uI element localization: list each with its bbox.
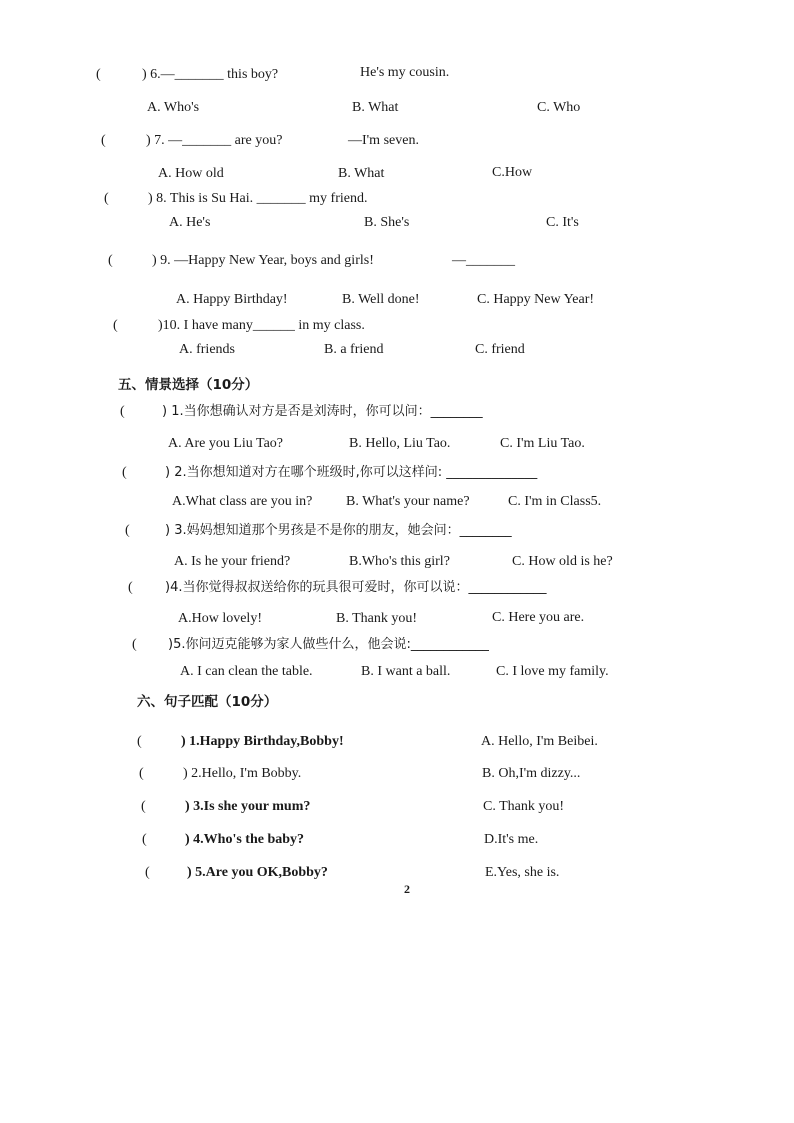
option-a: A. friends: [179, 342, 235, 357]
option-b: B. What's your name?: [346, 494, 470, 509]
option-a: A. Who's: [147, 100, 200, 115]
option-c: C. I'm Liu Tao.: [500, 436, 585, 451]
option-c: C. Who: [537, 100, 581, 115]
option-b: B. What: [352, 100, 399, 115]
question-stem: ) 8. This is Su Hai. _______ my friend.: [148, 191, 368, 206]
option-c: C. Happy New Year!: [477, 292, 595, 307]
question-stem: ) 3.妈妈想知道那个男孩是不是你的朋友，她会问：________: [165, 523, 512, 538]
match-right-item: D.It's me.: [484, 832, 539, 847]
option-c: C. Here you are.: [492, 610, 585, 625]
match-right-item: E.Yes, she is.: [485, 865, 560, 880]
answer-paren: (: [142, 832, 147, 847]
question-stem: ) 6.—_______ this boy?: [142, 67, 279, 82]
option-a: A. Is he your friend?: [174, 554, 291, 569]
answer-paren: (: [132, 637, 137, 652]
option-a: A. Are you Liu Tao?: [168, 436, 284, 451]
option-a: A.What class are you in?: [172, 494, 313, 509]
answer-paren: (: [139, 766, 144, 781]
option-b: B. Well done!: [342, 292, 420, 307]
option-b: B. Hello, Liu Tao.: [349, 436, 451, 451]
question-reply: —I'm seven.: [348, 133, 419, 148]
option-a: A. Happy Birthday!: [176, 292, 288, 307]
option-a: A.How lovely!: [178, 611, 262, 626]
answer-paren: (: [128, 580, 133, 595]
option-c: C. I'm in Class5.: [508, 494, 602, 509]
match-right-item: B. Oh,I'm dizzy...: [482, 766, 581, 781]
answer-paren: (: [96, 67, 101, 82]
question-reply: —_______: [452, 253, 515, 268]
question-stem: )5.你问迈克能够为家人做些什么，他会说:____________: [168, 637, 489, 652]
match-left-item: ) 3.Is she your mum?: [185, 799, 311, 814]
match-left-item: ) 5.Are you OK,Bobby?: [187, 865, 328, 880]
option-a: A. I can clean the table.: [180, 664, 313, 679]
option-b: B. What: [338, 166, 385, 181]
question-reply: He's my cousin.: [360, 65, 450, 80]
option-b: B. Thank you!: [336, 611, 418, 626]
match-right-item: A. Hello, I'm Beibei.: [481, 734, 598, 749]
question-stem: )10. I have many______ in my class.: [158, 318, 365, 333]
section-title-part5: 五、情景选择（10分）: [118, 377, 259, 393]
answer-paren: (: [101, 133, 106, 148]
answer-paren: (: [125, 523, 130, 538]
match-left-item: ) 1.Happy Birthday,Bobby!: [181, 734, 344, 749]
question-stem: ) 1.当你想确认对方是否是刘涛时，你可以问：________: [162, 404, 483, 419]
option-c: C.How: [492, 165, 533, 180]
question-stem: ) 7. —_______ are you?: [146, 133, 283, 148]
answer-paren: (: [141, 799, 146, 814]
option-b: B. I want a ball.: [361, 664, 451, 679]
option-c: C. It's: [546, 215, 579, 230]
option-c: C. friend: [475, 342, 525, 357]
match-right-item: C. Thank you!: [483, 799, 565, 814]
option-c: C. How old is he?: [512, 554, 613, 569]
option-c: C. I love my family.: [496, 664, 609, 679]
option-b: B.Who's this girl?: [349, 554, 450, 569]
section-title-part6: 六、句子匹配（10分）: [137, 694, 278, 710]
answer-paren: (: [137, 734, 142, 749]
question-stem: ) 9. —Happy New Year, boys and girls!: [152, 253, 374, 268]
answer-paren: (: [120, 404, 125, 419]
answer-paren: (: [122, 465, 127, 480]
answer-paren: (: [104, 191, 109, 206]
question-stem: )4.当你觉得叔叔送给你的玩具很可爱时，你可以说：____________: [165, 580, 547, 595]
match-left-item: ) 4.Who's the baby?: [185, 832, 305, 847]
question-stem: ) 2.当你想知道对方在哪个班级时,你可以这样问: ______________: [165, 465, 538, 480]
option-b: B. She's: [364, 215, 410, 230]
page-number: 2: [404, 882, 410, 896]
answer-paren: (: [113, 318, 118, 333]
option-a: A. He's: [169, 215, 211, 230]
match-left-item: ) 2.Hello, I'm Bobby.: [183, 766, 302, 781]
option-b: B. a friend: [324, 342, 384, 357]
answer-paren: (: [108, 253, 113, 268]
answer-paren: (: [145, 865, 150, 880]
option-a: A. How old: [158, 166, 224, 181]
